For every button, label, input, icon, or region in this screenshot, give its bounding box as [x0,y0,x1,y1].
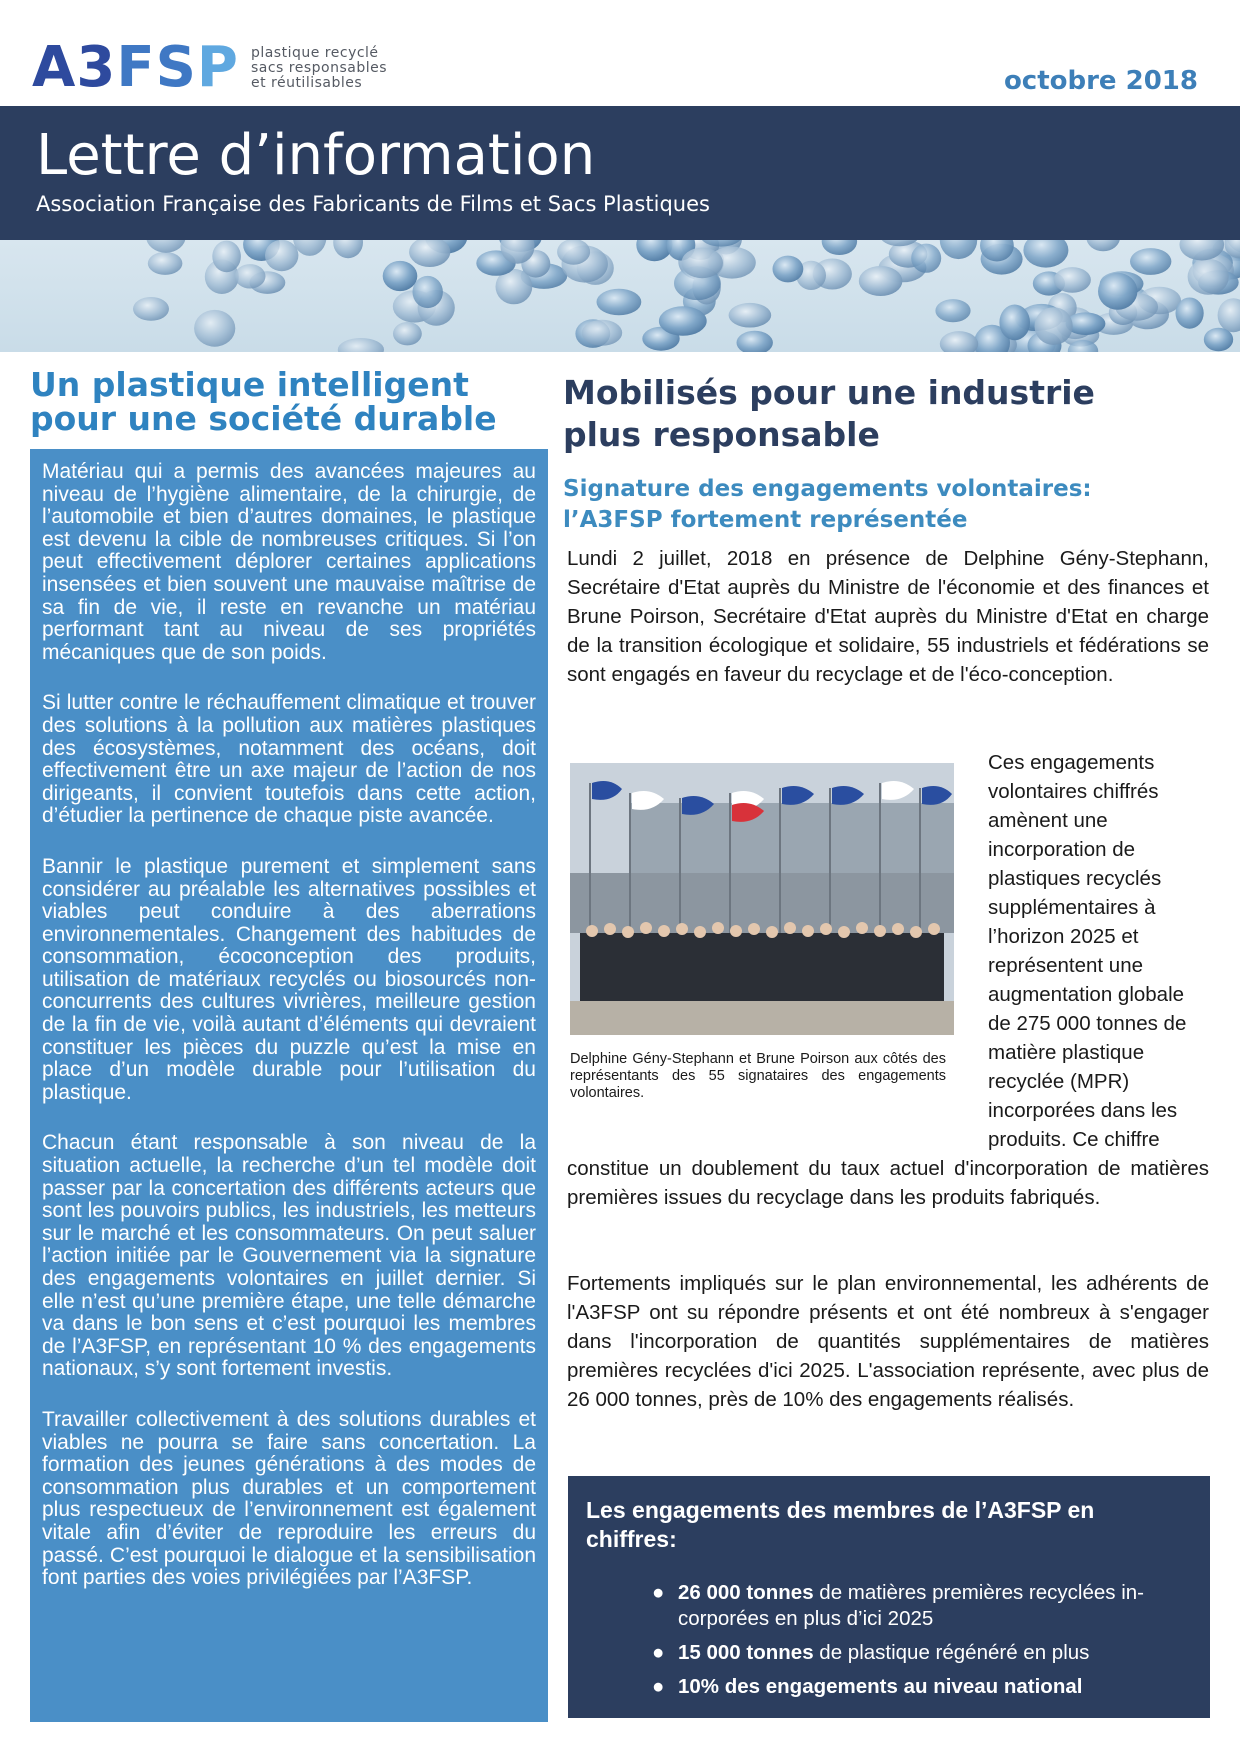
pellet [940,240,977,259]
left-paragraph: Bannir le plastique purement et simplement sans considérer au préalable les alternatives possibles et viables peut conduire à des aberrations environnementales. Changement des habitudes de consommation, écoconception des produits, utilisation de matériaux recyclés ou biosourcés non-concurrents des cultures vivrières, meilleure gestion de la fin de vie, voilà autant d’éléments qui devraient constituer les pièces du puzzle qu’est la mise en place d’un modèle durable pour l’utilisation du plastique. [42,854,536,1104]
pellet [681,248,723,279]
title-banner [0,106,1240,240]
logo-part-1: A3 [32,35,117,100]
pellet [235,264,266,288]
pellet [597,289,642,316]
pellet [729,303,772,328]
left-article-box [30,449,548,1722]
right-paragraph-4: Fortements impliqués sur le plan environnemental, les adhérents de l'A3FSP ont su répondre présents et ont été nombreux à s'engager dans l'incorporation de quantités supplémentaires de matières premières recyclées d'ici 2025. L'association représente, avec plus de 26 000 tonnes, près de 10% des engagements réalisés. [567,1272,1209,1411]
logo-tagline-line: sacs responsables [250,59,388,76]
issue-date: octobre 2018 [1003,66,1198,96]
key-figure-text: de plastique régénéré en plus [813,1641,1090,1664]
a3fsp-logo [32,35,388,100]
pellet [146,240,185,253]
right-article-subtitle: Signature des engagements volontaires: l’A3FSP fortement représentée [563,476,1092,533]
key-figure-item [652,1580,1190,1632]
right-article-title: Mobilisés pour une industrie plus responsable [563,373,1095,454]
key-figure-value: 10% des engagements au niveau national [678,1675,1083,1698]
pellet [1023,240,1068,268]
left-paragraph: Si lutter contre le réchauffement climatique et trouver des solutions à la pollution aux matières plastiques des écosystèmes, notamment des océans, doit effectivement être un axe majeur de l’action de nos dirigeants, il convient toutefois dans cette action, d’étudier la pertinence de chaque piste avancée. [42,691,536,828]
pellet [1218,298,1240,332]
key-figure-value: 26 000 tonnes [678,1581,814,1604]
bullet-icon: ● [652,1675,665,1698]
bullet-icon: ● [652,1641,665,1664]
bullet-icon: ● [652,1581,665,1604]
pellet [859,266,903,296]
pellet [737,331,773,352]
pellet [338,338,384,352]
key-figure-text: de matières premières recyclées in-corporées en plus d’ici 2025 [678,1581,1144,1630]
left-paragraph: Matériau qui a permis des avancées majeures au niveau de l’hygiène alimentaire, de la chirurgie, de l’automobile et bien d’autres domaines, le plastique est devenu la cible de nombreuses critiques. Si l’on peut effectivement déplorer certaines applications insensées et bien souvent une mauvaise maîtrise de sa fin de vie, il reste en revanche un matériau performant tant au niveau de ses propriétés mécaniques que de son poids. [42,460,536,664]
logo-part-3: P [196,35,239,100]
key-figures-list [586,1580,1190,1700]
newsletter-title: Lettre d’information [36,123,596,188]
pellet [1204,328,1233,352]
pellet [1176,298,1204,329]
right-paragraph-3: constitue un doublement du taux actuel d'incorporation de matières premières issues du recyclage dans les produits fabriqués. [567,1157,1209,1209]
photo-caption: Delphine Gény-Stephann et Brune Poirson aux côtés des représentants des 55 signataires des engagements volontaires. [570,1051,946,1101]
pellet [557,240,590,265]
pellet [999,305,1030,341]
logo-wordmark [32,35,239,100]
pellet [1098,273,1137,310]
pellet [133,297,169,321]
pellet [413,276,443,308]
association-name: Association Française des Fabricants de Films et Sacs Plastiques [36,192,710,216]
pellet [659,306,707,336]
pellet [194,310,235,347]
pellet [393,322,422,345]
pellet [148,252,183,275]
right-paragraph-1: Lundi 2 juillet, 2018 en présence de Delphine Gény-Stephann, Secrétaire d'Etat auprès du Ministre de l'économie et des finances et Brune Poirson, Secrétaire d'Etat auprès du Ministre d'Etat en charge de la transition écologique et solidaire, 55 industriels et fédérations se sont engagés en faveur du recyclage et de l'éco-conception. [567,547,1209,686]
key-figure-value: 15 000 tonnes [678,1641,814,1664]
pellet [1054,267,1091,293]
signatories-group-photo [570,763,954,1035]
logo-part-2: FS [116,35,197,100]
pellet [911,244,941,273]
left-article-title: Un plastique intelligent pour une société durable [30,365,497,438]
key-figure-item [652,1640,1190,1666]
pellet [333,240,363,258]
logo-tagline [251,46,387,91]
right-paragraph-2: Ces engagements volontaires chiffrés amènent une incorporation de plastiques recyclés supplémentaires à l’horizon 2025 et représentent une augmentation globale de 275 000 tonnes de matière plastique recyclée (MPR) incorporées dans les produits. Ce chiffre [988,751,1187,1151]
logo-tagline-line: et réutilisables [250,74,363,91]
left-paragraph: Travailler collectivement à des solutions durables et viables ne pourra se faire sans concertation. La formation des jeunes générations à des modes de consommation plus durables et un comportement plus respectueux de l’environnement est également vitale afin d’éviter de reproduire les erreurs du passé. C’est pourquoi le dialogue et la sensibilisation font parties des voies privilégiées par l’A3FSP. [42,1407,536,1590]
key-figure-item [652,1674,1190,1700]
logo-tagline-line: plastique recyclé [250,44,379,61]
pellet [773,256,804,283]
pellet [409,240,450,267]
pellet [822,240,857,255]
left-paragraph: Chacun étant responsable à son niveau de la situation actuelle, la recherche d’un tel modèle doit passer par la concertation des différents acteurs que sont les pouvoirs publics, les industriels, les metteurs sur le marché et les consommateurs. On peut saluer l’action initiée par le Gouvernement via la signature des engagements volontaires en juillet dernier. Si elle n’est qu’une première étape, une telle démarche va dans le bon sens et c’est pourquoi les membres de l’A3FSP, en représentant 10 % des engagements nationaux, s’y sont fortement investis. [42,1131,536,1381]
pellet [265,240,298,271]
pellet [212,241,241,273]
pellet [1035,307,1073,345]
pellet [383,261,418,291]
plastic-pellets-image [0,240,1240,352]
pellet [940,331,978,352]
key-figures-box [568,1476,1210,1718]
pellet [1130,248,1171,275]
key-figures-title: Les engagements des membres de l’A3FSP en chiffres: [586,1497,1095,1552]
pellet [582,320,622,346]
pellet [935,299,970,322]
pellet [1188,259,1229,295]
pellet [1086,240,1120,251]
